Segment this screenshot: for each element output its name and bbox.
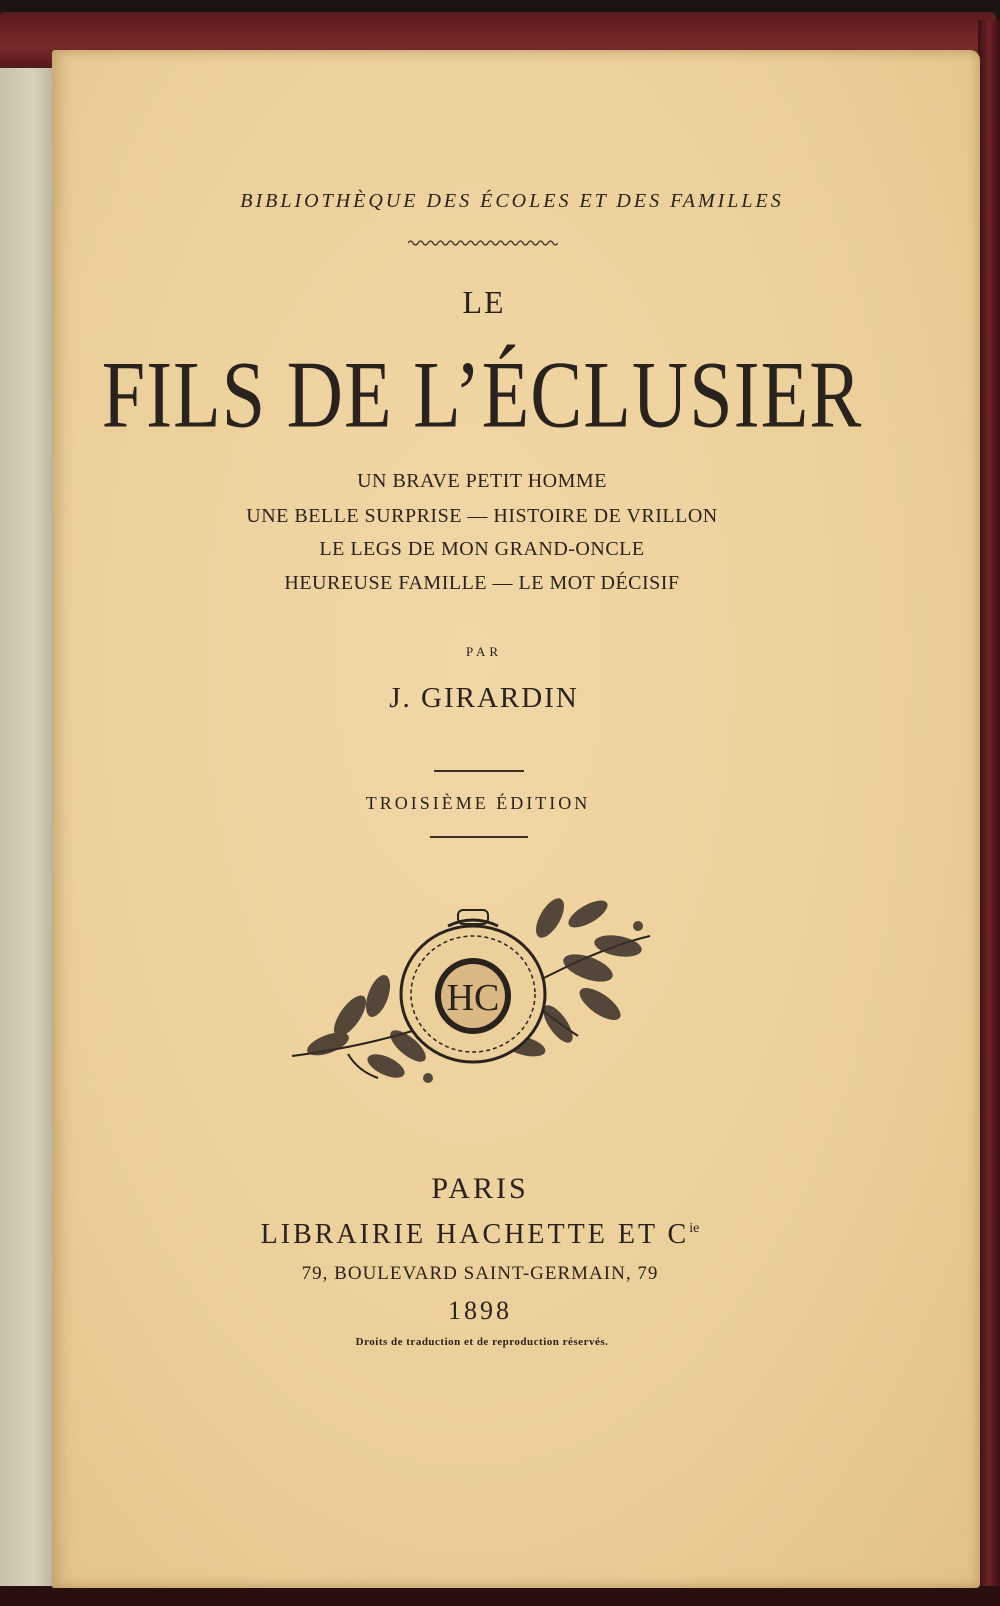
by-label: PAR	[465, 644, 503, 659]
book-cover-bottom-edge	[0, 1586, 1000, 1606]
book-title: FILS DE L’ÉCLUSIER	[101, 341, 863, 448]
author-name: J. GIRARDIN	[389, 682, 579, 714]
emblem-monogram: HC	[446, 977, 500, 1019]
contents-line-4: HEUREUSE FAMILLE — LE MOT DÉCISIF	[284, 572, 680, 594]
publisher-name-suffix: ie	[689, 1221, 700, 1236]
publisher-name	[0, 1219, 980, 1251]
publisher-address: 79, BOULEVARD SAINT-GERMAIN, 79	[301, 1263, 659, 1284]
contents-line-2: UNE BELLE SURPRISE — HISTOIRE DE VRILLON	[246, 505, 718, 527]
divider-rule-top	[434, 770, 524, 772]
edition-label: TROISIÈME ÉDITION	[365, 793, 591, 813]
title-page	[52, 50, 980, 1588]
divider-rule-bottom	[430, 836, 528, 838]
contents-line-3: LE LEGS DE MON GRAND-ONCLE	[319, 538, 645, 560]
publisher-emblem-oak-branch	[288, 896, 668, 1106]
publisher-name-text: LIBRAIRIE HACHETTE ET C	[260, 1219, 690, 1250]
contents-line-1: UN BRAVE PETIT HOMME	[357, 470, 607, 492]
title-article: LE	[462, 284, 506, 320]
publication-city: PARIS	[431, 1172, 529, 1205]
publication-year: 1898	[448, 1296, 512, 1325]
book-cover-right-edge	[978, 20, 1000, 1606]
ornamental-squiggle-divider	[408, 238, 558, 248]
series-title: BIBLIOTHÈQUE DES ÉCOLES ET DES FAMILLES	[240, 190, 784, 212]
rights-notice: Droits de traduction et de reproduction réservés.	[355, 1336, 609, 1348]
